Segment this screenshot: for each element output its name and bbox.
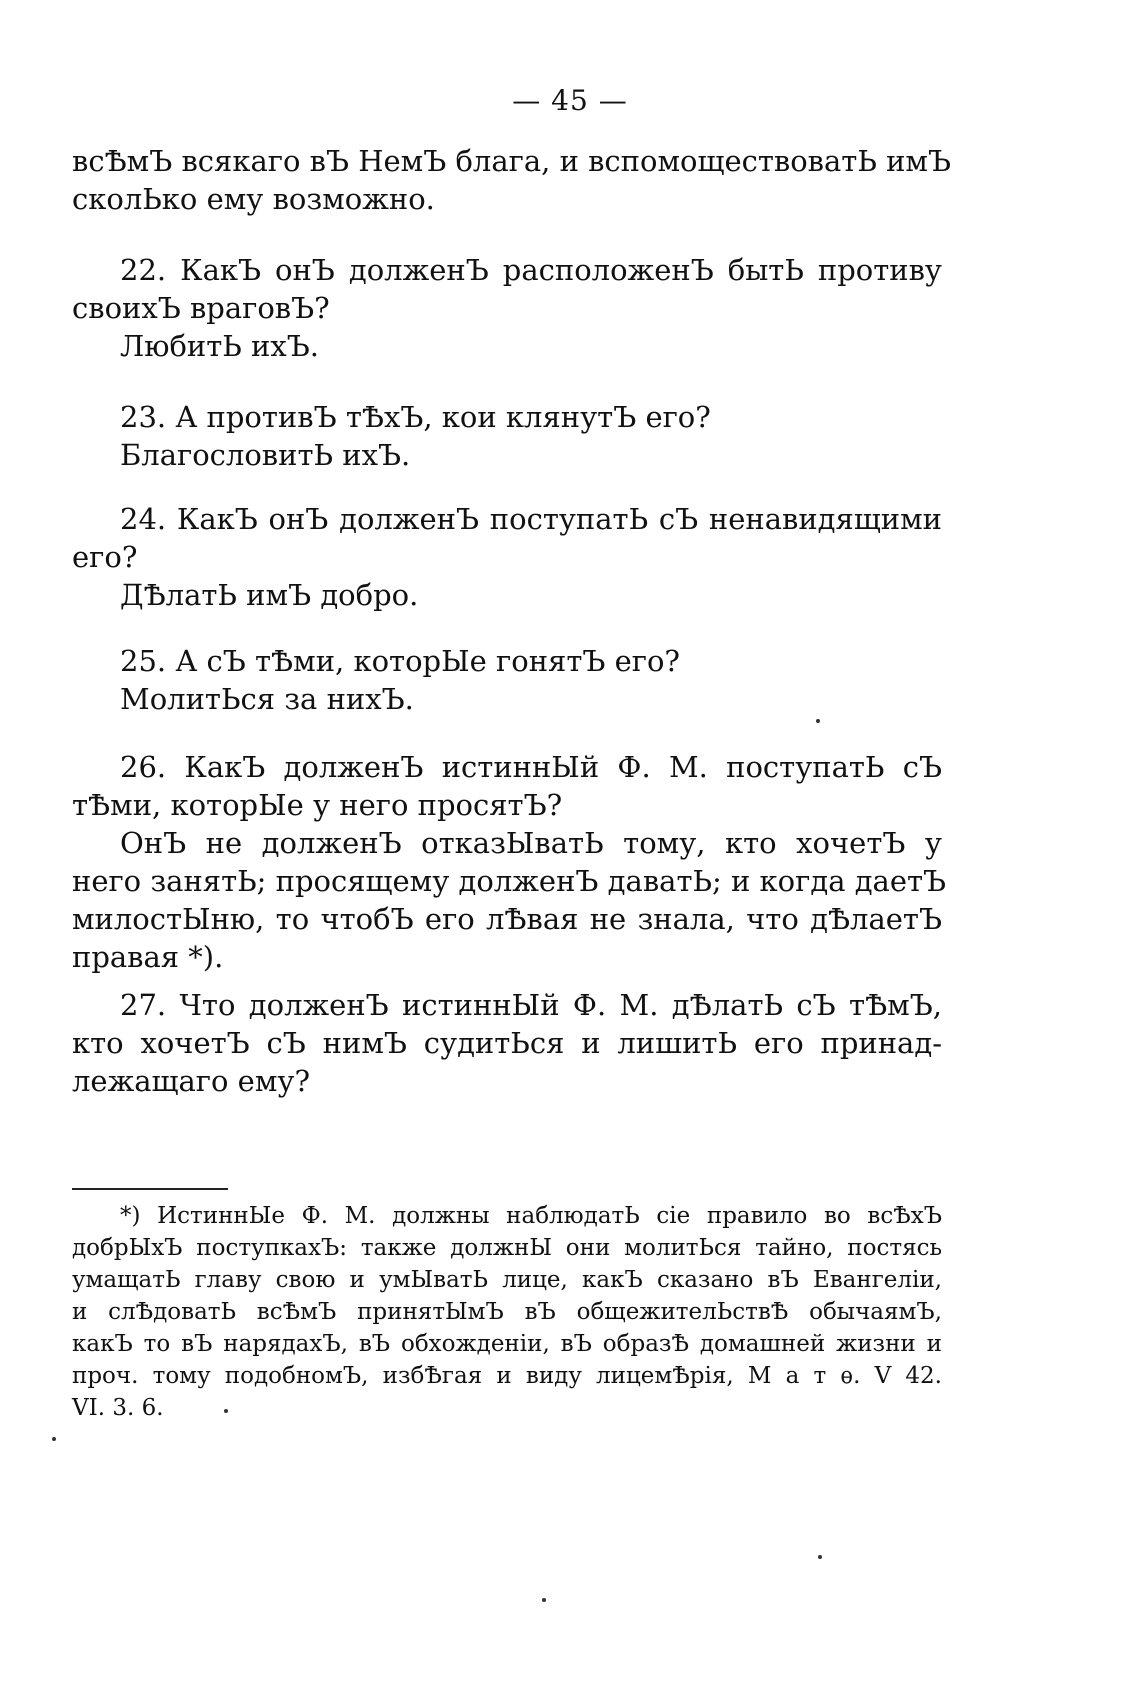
footnote-line: добрЫхЪ поступкахЪ: также должнЫ они молитЬся тайно, постясь (72, 1235, 942, 1261)
answer-text-line: ЛюбитЬ ихЪ. (120, 329, 319, 363)
answer-text-line: ОнЪ не долженЪ отказЫватЬ тому, кто хочетЪ у (120, 826, 942, 860)
footnote (72, 1200, 942, 1424)
question-text-line: лежащаго ему? (72, 1064, 311, 1098)
scan-speck (542, 1598, 546, 1602)
paragraph-continuation (72, 142, 952, 218)
scan-speck (224, 1409, 228, 1413)
scan-speck (818, 1555, 822, 1559)
question-23 (72, 398, 942, 474)
text-line: сколЬко ему возможно. (72, 182, 435, 216)
question-text-line: 23. А противЪ тѢхЪ, кои клянутЪ его? (120, 400, 711, 434)
question-26 (72, 748, 947, 976)
answer-text-line: МолитЬся за нихЪ. (120, 682, 414, 716)
question-text-line: 24. КакЪ онЪ долженЪ поступатЬ сЪ ненавидящими (120, 502, 942, 536)
question-27 (72, 986, 942, 1100)
question-text-line: 26. КакЪ долженЪ истиннЫй Ф. М. поступатЬ сЪ (120, 750, 942, 784)
footnote-divider (72, 1188, 228, 1190)
question-text-line: 22. КакЪ онЪ долженЪ расположенЪ бытЬ противу (120, 253, 942, 287)
page-number: — 45 — (512, 84, 628, 117)
footnote-line: VI. 3. 6. (72, 1395, 164, 1421)
question-24 (72, 500, 942, 614)
question-25 (72, 642, 942, 718)
answer-text-line: ДѢлатЬ имЪ добро. (120, 578, 419, 612)
scan-speck (816, 719, 820, 723)
footnote-line: и слѢдоватЬ всѢмЪ принятЫмЪ вЪ общежителЬствѢ обычаямЪ, (72, 1299, 942, 1325)
question-text-line: своихЪ враговЪ? (72, 291, 330, 325)
footnote-line: умащатЬ главу свою и умЫватЬ лице, какЪ сказано вЪ Евангеліи, (72, 1267, 942, 1293)
answer-text-line: милостЫню, то чтобЪ его лѢвая не знала, что дѢлаетЪ (72, 902, 942, 936)
footnote-line: *) ИстиннЫе Ф. М. должны наблюдатЬ сіе правило во всѢхЪ (120, 1203, 942, 1229)
question-text-line: тѢми, которЫе у него просятЪ? (72, 788, 563, 822)
question-text-line: 27. Что долженЪ истиннЫй Ф. М. дѢлатЬ сЪ тѢмЪ, (120, 988, 942, 1022)
answer-text-line: него занятЬ; просящему долженЪ даватЬ; и когда даетЪ (72, 864, 947, 898)
text-line: всѢмЪ всякаго вЪ НемЪ блага, и вспомоществоватЬ имЪ (72, 144, 952, 178)
question-text-line: его? (72, 540, 138, 574)
question-text-line: кто хочетЪ сЪ нимЪ судитЬся и лишитЬ его принад- (72, 1026, 942, 1060)
scan-speck (52, 1437, 56, 1441)
footnote-line: какЪ то вЪ нарядахЪ, вЪ обхожденіи, вЪ образѢ домашней жизни и (72, 1331, 942, 1357)
answer-text-line: правая *). (72, 940, 224, 974)
footnote-line: проч. тому подобномЪ, избѢгая и виду лицемѢрія, М а т ѳ. V 42. (72, 1363, 942, 1389)
answer-text-line: БлагословитЬ ихЪ. (120, 438, 411, 472)
question-text-line: 25. А сЪ тѢми, которЫе гонятЪ его? (120, 644, 680, 678)
question-22 (72, 251, 942, 365)
